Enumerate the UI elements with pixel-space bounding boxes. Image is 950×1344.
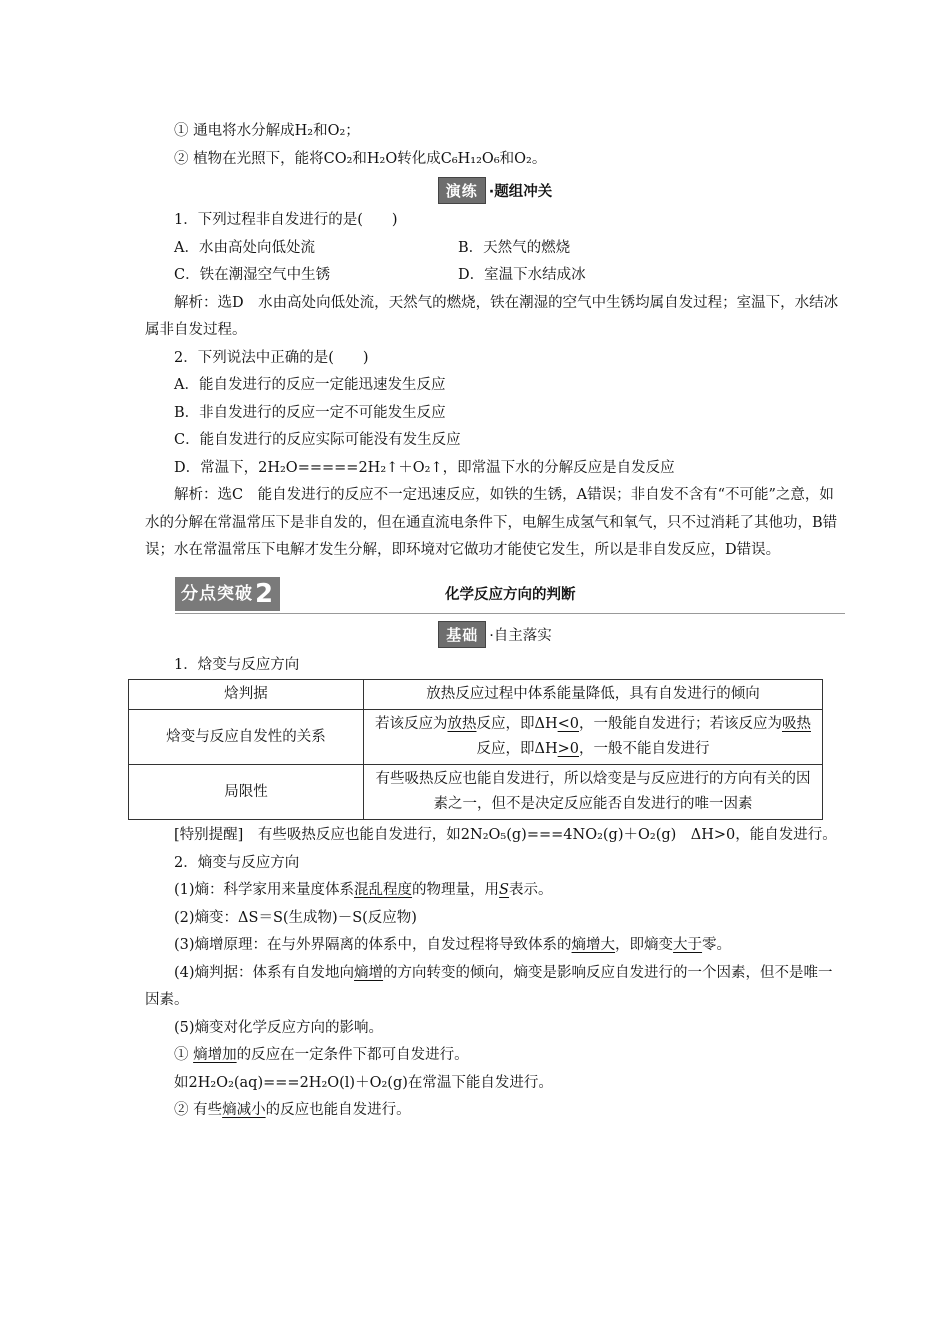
section-header [175, 571, 845, 614]
entropy-effect: (5)熵变对化学反应方向的影响。 [174, 1019, 384, 1036]
table-label: 焓判据 [129, 680, 364, 710]
basic-text: ·自主落实 [489, 628, 552, 644]
section-title: 化学反应方向的判断 [445, 586, 576, 603]
intro-line-1: ① 通电将水分解成H₂和O₂； [174, 123, 360, 139]
special-tip: [特别提醒] 有些吸热反应也能自发进行，如2N₂O₅(g)===4NO₂(g)＋O₂(g) ΔH>0，能自发进行。 [174, 827, 837, 843]
section-badge-text: 分点突破 [181, 583, 253, 604]
q2-option-c: C．能自发进行的反应实际可能没有发生反应 [174, 432, 461, 448]
basic-tag: 基础 [438, 621, 486, 648]
part1-heading: 1．焓变与反应方向 [174, 656, 300, 673]
entropy-point-2: ② 有些熵减小的反应也能自发进行。 [174, 1102, 411, 1118]
basic-banner [145, 618, 845, 652]
practice-text: ·题组冲关 [488, 183, 553, 200]
practice-banner [145, 173, 845, 207]
table-row [129, 680, 823, 710]
entropy-example: 如2H₂O₂(aq)===2H₂O(l)＋O₂(g)在常温下能自发进行。 [174, 1074, 553, 1091]
q1-analysis: 解析：选D 水由高处向低处流，天然气的燃烧，铁在潮湿的空气中生锈均属自发过程；室温下，水结冰属非自发过程。 [145, 294, 839, 338]
table-content: 放热反应过程中体系能量降低，具有自发进行的倾向 [364, 680, 823, 710]
practice-tag: 演练 [438, 177, 486, 204]
document-page [145, 118, 845, 1125]
entropy-def: (1)熵：科学家用来量度体系混乱程度的物理量，用S表示。 [174, 882, 553, 898]
q2-option-a: A．能自发进行的反应一定能迅速发生反应 [174, 377, 446, 393]
table-label: 焓变与反应自发性的关系 [129, 710, 364, 765]
q2-option-d: D．常温下，2H₂O=====2H₂↑＋O₂↑，即常温下水的分解反应是自发反应 [174, 459, 675, 476]
entropy-change: (2)熵变：ΔS＝S(生成物)－S(反应物) [174, 909, 417, 926]
section-number: 2 [255, 578, 275, 609]
intro-line-2: ② 植物在光照下，能将CO₂和H₂O转化成C₆H₁₂O₆和O₂。 [174, 150, 547, 167]
entropy-criterion: (4)熵判据：体系有自发地向熵增的方向转变的倾向，熵变是影响反应自发进行的一个因素，但不是唯一因素。 [145, 964, 833, 1008]
table-row [129, 710, 823, 765]
table-content: 若该反应为放热反应，即ΔH<0，一般能自发进行；若该反应为吸热反应，即ΔH>0，一般不能自发进行 [364, 710, 823, 765]
entropy-principle: (3)熵增原理：在与外界隔离的体系中，自发过程将导致体系的熵增大，即熵变大于零。 [174, 937, 732, 953]
q1-option-c: C．铁在潮湿空气中生锈 [174, 267, 331, 283]
q1-option-a: A．水由高处向低处流 [174, 239, 315, 256]
q2-analysis: 解析：选C 能自发进行的反应不一定迅速反应，如铁的生锈，A错误；非自发不含有“不可能”之意，如水的分解在常温常压下是非自发的，但在通直流电条件下，电解生成氢气和氧气，只不过消耗了其他功，B错误；水在常温常压下电解才发生分解，即环境对它做功才能使它发生，所以是非自发反应，D错误。 [145, 487, 838, 558]
q2-option-b: B．非自发进行的反应一定不可能发生反应 [174, 404, 446, 421]
section-badge [175, 577, 280, 611]
q1-options-cd [145, 262, 845, 290]
q1-stem: 1．下列过程非自发进行的是( ) [174, 212, 398, 228]
part2-heading: 2．熵变与反应方向 [174, 854, 300, 871]
q2-stem: 2．下列说法中正确的是( ) [174, 349, 369, 366]
table-label: 局限性 [129, 765, 364, 820]
q1-options-ab [145, 235, 845, 263]
q1-option-d: D．室温下水结成冰 [458, 267, 586, 283]
entropy-point-1: ① 熵增加的反应在一定条件下都可自发进行。 [174, 1047, 469, 1063]
q1-option-b: B．天然气的燃烧 [458, 239, 571, 256]
table-row [129, 765, 823, 820]
table-content: 有些吸热反应也能自发进行，所以焓变是与反应进行的方向有关的因素之一，但不是决定反应能否自发进行的唯一因素 [364, 765, 823, 820]
enthalpy-table [128, 679, 823, 820]
